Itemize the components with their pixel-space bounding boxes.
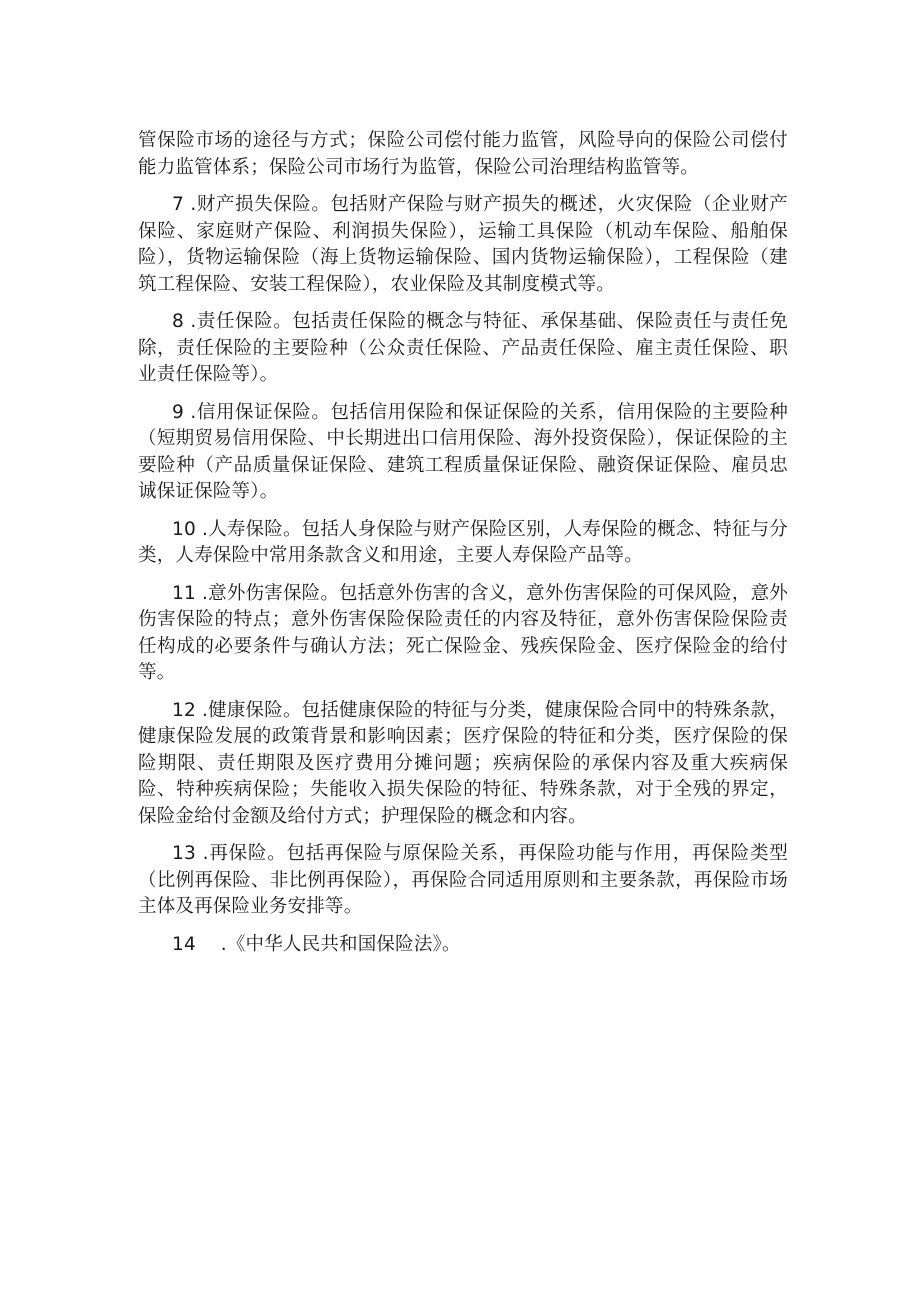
document-body [138,128,788,969]
paragraph-number: 9 . [172,401,197,423]
paragraph-text: 责任保险。包括责任保险的概念与特征、承保基础、保险责任与责任免除，责任保险的主要险种（公众责任保险、产品责任保险、雇主责任保险、职业责任保险等）。 [138,311,788,385]
paragraph-text: 财产损失保险。包括财产保险与财产损失的概述，火灾保险（企业财产保险、家庭财产保险、利润损失保险），运输工具保险（机动车保险、船舶保险），货物运输保险（海上货物运输保险、国内货物运输保险），工程保险（建筑工程保险、安装工程保险），农业保险及其制度模式等。 [138,194,788,295]
paragraph-text: 人寿保险。包括人身保险与财产保险区别，人寿保险的概念、特征与分类，人寿保险中常用条款含义和用途，主要人寿保险产品等。 [138,518,788,566]
paragraph-number: 10 . [172,518,209,540]
paragraph-number: 12 . [172,699,209,721]
paragraph-number: 13 . [172,843,209,864]
paragraph-number: 8 . [172,311,197,332]
paragraph-text: 再保险。包括再保险与原保险关系，再保险功能与作用，再保险类型（比例再保险、非比例再保险），再保险合同适用原则和主要条款，再保险市场主体及再保险业务安排等。 [138,843,788,917]
paragraph-10-life-insurance [138,517,788,570]
paragraph-11-accident-insurance [138,581,788,687]
paragraph-7-property-insurance [138,192,788,298]
paragraph-text: 健康保险。包括健康保险的特征与分类，健康保险合同中的特殊条款，健康保险发展的政策背景和影响因素；医疗保险的特征和分类，医疗保险的保险期限、责任期限及医疗费用分摊问题；疾病保险的承保内容及重大疾病保险、特种疾病保险；失能收入损失保险的特征、特殊条款，对于全残的界定，保险金给付金额及给付方式；护理保险的概念和内容。 [138,699,788,827]
paragraph-text: 意外伤害保险。包括意外伤害的含义，意外伤害保险的可保风险，意外伤害保险的特点；意外伤害保险保险责任的内容及特征，意外伤害保险保险责任构成的必要条件与确认方法；死亡保险金、残疾保险金、医疗保险金的给付等。 [138,582,788,683]
paragraph-text: 信用保证保险。包括信用保险和保证保险的关系，信用保险的主要险种（短期贸易信用保险、中长期进出口信用保险、海外投资保险），保证保险的主要险种（产品质量保证保险、建筑工程质量保证保险、融资保证保险、雇员忠诚保证保险等）。 [138,401,788,502]
paragraph-number: 7 . [172,194,197,215]
paragraph-9-credit-guarantee-insurance [138,400,788,506]
paragraph-number: 14 . [172,933,227,955]
paragraph-14-insurance-law [138,932,788,959]
paragraph-12-health-insurance [138,698,788,831]
paragraph-text: 《中华人民共和国保险法》。 [226,933,461,955]
paragraph-8-liability-insurance [138,309,788,389]
paragraph-13-reinsurance [138,841,788,921]
paragraph-number: 11 . [172,582,209,604]
paragraph-continuation [138,128,788,181]
paragraph-text: 管保险市场的途径与方式；保险公司偿付能力监管，风险导向的保险公司偿付能力监管体系；保险公司市场行为监管，保险公司治理结构监管等。 [138,130,788,178]
